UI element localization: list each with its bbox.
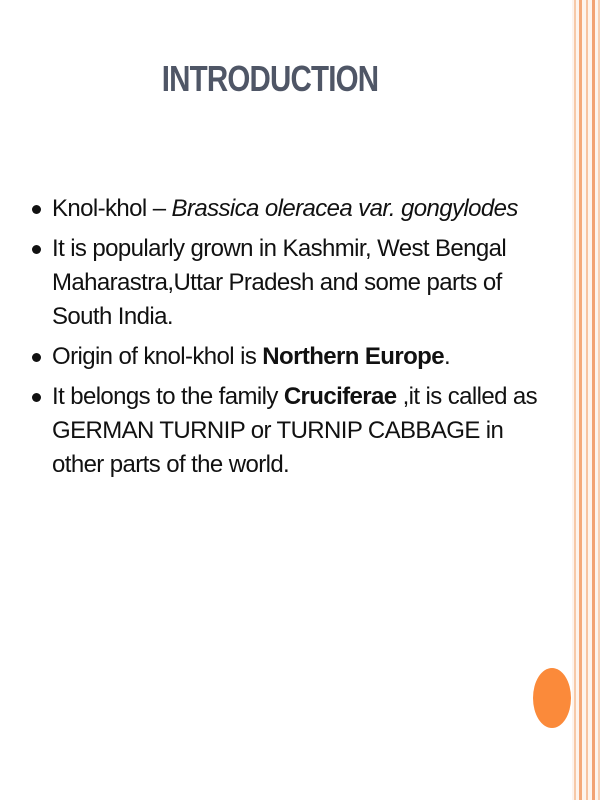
bullet-text-part: Origin of knol-khol is [52, 343, 263, 370]
bullet-text [52, 383, 537, 478]
bullet-text [52, 195, 518, 222]
decorative-orange-circle [533, 668, 571, 728]
bullet-text-part: . [443, 343, 451, 370]
edge-stripe [574, 0, 576, 800]
bullet-text-part: ,it is called as GERMAN TURNIP or TURNIP CABBAGE in other parts of the world. [52, 383, 538, 478]
scientific-name: Brassica oleracea var. gongylodes [171, 195, 518, 222]
origin-region: Northern Europe [262, 343, 444, 370]
bullet-list [30, 192, 540, 488]
bullet-dot-icon [32, 245, 41, 254]
bullet-item [30, 380, 540, 482]
bullet-dot-icon [32, 205, 41, 214]
edge-stripe [579, 0, 582, 800]
bullet-item [30, 192, 540, 226]
bullet-text-part: Knol-khol – [52, 195, 172, 222]
bullet-dot-icon [32, 353, 41, 362]
edge-stripe [592, 0, 595, 800]
bullet-item [30, 340, 540, 374]
bullet-dot-icon [32, 393, 41, 402]
edge-stripe [586, 0, 588, 800]
bullet-text [52, 343, 450, 370]
bullet-text [52, 235, 506, 330]
bullet-text-part: It is popularly grown in Kashmir, West Bengal Maharastra,Uttar Pradesh and some parts of South India. [52, 235, 507, 330]
slide-title: INTRODUCTION [161, 58, 379, 99]
bullet-item [30, 232, 540, 334]
bullet-text-part: It belongs to the family [52, 383, 284, 410]
family-name: Cruciferae [283, 383, 397, 410]
